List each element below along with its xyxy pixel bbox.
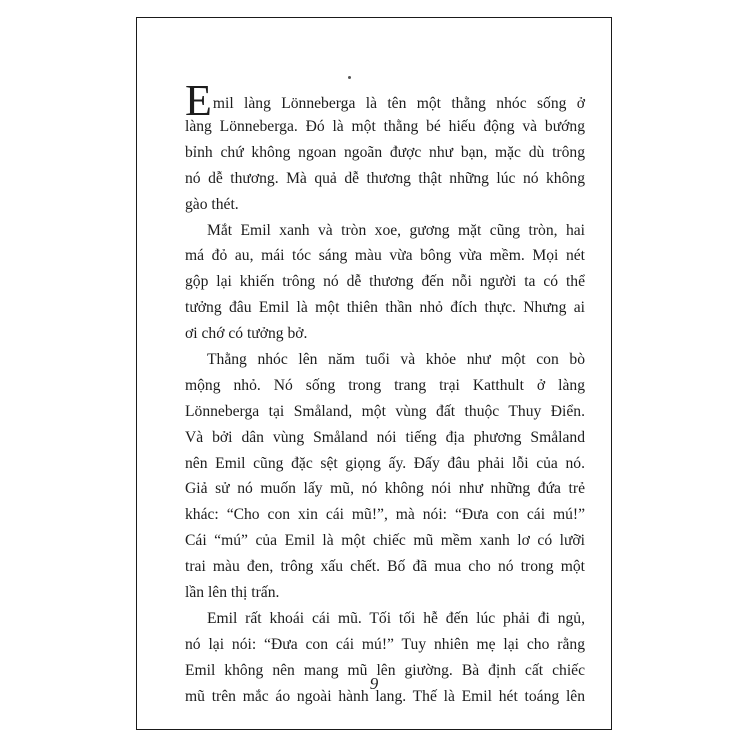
text-line: Mắt Emil xanh và tròn xoe, gương mặt cũng tròn, hai: [207, 221, 585, 239]
text-line: Và bởi dân vùng Småland nói tiếng địa phương Småland: [185, 428, 585, 446]
text-line: gộp lại khiến trông nó dễ thương đến nỗi người ta có thể: [185, 273, 585, 291]
drop-cap: E: [185, 76, 212, 125]
text-line: Emil không nên mang mũ lên giường. Bà định cất chiếc: [185, 661, 585, 679]
text-line: gào thét.: [185, 195, 239, 213]
print-speck: [348, 76, 351, 79]
text-line: má đỏ au, mái tóc sáng màu vừa bông vừa mềm. Mọi nét: [185, 247, 585, 265]
text-line: Giả sử nó muốn lấy mũ, nó không nói như những đứa trẻ: [185, 480, 585, 498]
text-line: nó dễ thương. Mà quả dễ thương thật những lúc nó không: [185, 169, 585, 187]
text-line: mũ trên mắc áo ngoài hành lang. Thế là Emil hét toáng lên: [185, 687, 585, 705]
text-line: lần lên thị trấn.: [185, 584, 280, 602]
text-line: Lönneberga tại Småland, một vùng đất thuộc Thuy Điển.: [185, 402, 585, 420]
text-line: nó lại nói: “Đưa con cái mú!” Tuy nhiên mẹ lại cho rằng: [185, 635, 585, 653]
text-line: nên Emil cũng đặc sệt giọng ấy. Đấy đâu phải lỗi của nó.: [185, 454, 585, 472]
text-line: làng Lönneberga. Đó là một thằng bé hiếu động và bướng: [185, 118, 585, 135]
text-line: bỉnh chứ không ngoan ngoãn được như bạn, mặc dù trông: [185, 143, 585, 161]
text-line: Emil rất khoái cái mũ. Tối tối hễ đến lúc phải đi ngủ,: [207, 609, 585, 627]
text-line: trai màu đen, trông xấu chết. Bố đã mua cho nó trong một: [185, 558, 585, 576]
text-line: ơi chớ có tưởng bở.: [185, 325, 308, 343]
text-line: tưởng đâu Emil là một thiên thần nhỏ đích thực. Nhưng ai: [185, 299, 585, 317]
paragraph-1: [185, 76, 585, 218]
text-line: Thằng nhóc lên năm tuổi và khỏe như một con bò: [207, 351, 585, 369]
text-line: Cái “mú” của Emil là một chiếc mũ mềm xanh lơ có lưỡi: [185, 532, 585, 550]
page-number: 9: [369, 674, 379, 693]
paragraph-3: [185, 347, 585, 606]
text-line: khác: “Cho con xin cái mũ!”, mà nói: “Đưa con cái mú!”: [185, 506, 585, 524]
body-text: [185, 76, 585, 709]
text-line: mộng nhỏ. Nó sống trong trang trại Katthult ở làng: [185, 376, 585, 394]
paragraph-2: [185, 218, 585, 347]
text-line: Emil làng Lönneberga là tên một thằng nhóc sống ở: [185, 76, 585, 125]
book-page: [136, 17, 612, 730]
